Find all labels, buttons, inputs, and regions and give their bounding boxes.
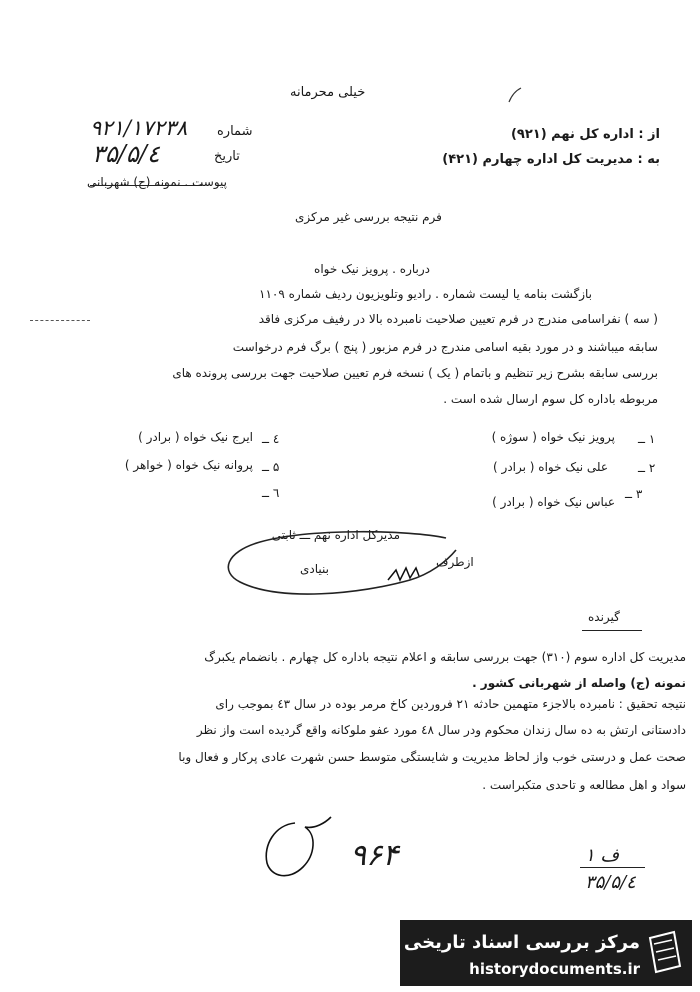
top-pen-mark (505, 86, 525, 106)
body-fill-rule-1 (30, 320, 90, 321)
body-line-1: بازگشت بنامه یا لیست شماره . رادیو وتلویزیون ردیف شماره ۱۱۰۹ (259, 287, 592, 301)
subject-line: درباره . پرویز نیک خواه (314, 262, 430, 276)
number-handwritten: ۹۲۱/۱۷۲۳۸ (90, 116, 188, 140)
corner-note-date: ۳۵/۵/٤ (585, 872, 636, 893)
signature-loop-scribble (220, 520, 460, 610)
result-line-3: صحت عمل و درستی خوب واز لحاظ مدیریت و شایستگی متوسط حسن شهرت عادی پرکار و فعال وبا (178, 750, 686, 764)
relative-5-name: پروانه نیک خواه ( خواهر ) (124, 458, 253, 472)
result-line-1: نتیجه تحقیق : نامبرده بالاجزء متهمین حادثه ۲۱ فروردین کاخ مرمر بوده در سال ٤۳ بموجب رای (215, 697, 686, 711)
signature-behalf: ازطرف (436, 555, 474, 569)
watermark-url: historydocuments.ir (469, 960, 640, 978)
body-line-4: بررسی سابقه بشرح زیر تنظیم و باتمام ( یک ) نسخه فرم تعیین صلاحیت جهت بررسی پرونده های (172, 366, 658, 380)
classification-label: خیلی محرمانه (290, 85, 366, 100)
recipient-underline (582, 630, 642, 631)
relative-1-name: پرویز نیک خواه ( سوژه ) (491, 430, 615, 444)
signature-title: مدیرکل اداره نهم ـــ ثابتی (271, 528, 400, 542)
handwritten-number: ۹۶۴ (350, 838, 399, 873)
body-line-5: مربوطه باداره کل سوم ارسال شده است . (443, 392, 658, 406)
result-line-4: سواد و اهل مطالعه و تاحدی متکبراست . (482, 778, 686, 792)
recipient-label: گیرنده (588, 610, 620, 624)
document-stack-icon (644, 930, 684, 976)
corner-note-line-1: ف ۱ (585, 845, 620, 866)
relative-2-num: ۲ ــ (638, 461, 656, 475)
relative-1-num: ۱ ــ (638, 432, 656, 446)
from-line: از : اداره کل نهم (۹۲۱) (510, 127, 660, 142)
relative-3-num: ۳ ــ (625, 487, 643, 501)
form-title: فرم نتیجه بررسی غیر مرکزی (295, 210, 442, 224)
body-line-2: ( سه ) نفراسامی مندرج در فرم تعیین صلاحیت نامبرده بالا در رفیف مرکزی فاقد (258, 312, 658, 326)
relative-5-num: ۵ ــ (262, 460, 280, 474)
relative-6-num: ٦ ــ (262, 486, 280, 500)
attachment-line: پیوست . نمونه (ج) شهربانی (87, 175, 227, 189)
relative-4-num: ٤ ــ (262, 432, 280, 446)
recipient-line-2: نمونه (ج) واصله از شهربانی کشور . (472, 676, 686, 690)
date-label: تاریخ (214, 149, 240, 164)
to-line: به : مدیریت کل اداره چهارم (۴۲۱) (442, 152, 660, 167)
watermark-title: مرکز بررسی اسناد تاریخی (403, 932, 640, 953)
attachment-strike (90, 185, 202, 186)
corner-note-rule (580, 867, 645, 868)
signature-name: بنیادی (300, 562, 329, 576)
number-label: شماره (217, 124, 253, 139)
relative-3-name: عباس نیک خواه ( برادر ) (492, 495, 615, 509)
relative-4-name: ایرج نیک خواه ( برادر ) (138, 430, 253, 444)
body-line-3: سابقه میباشند و در مورد بقیه اسامی مندرج در فرم مزبور ( پنج ) برگ فرم درخواست (232, 340, 658, 354)
result-line-2: دادستانی ارتش به ده سال زندان محکوم ودر سال ٤۸ مورد عفو ملوکانه واقع گردیده است واز نظر (196, 723, 686, 737)
relative-2-name: علی نیک خواه ( برادر ) (493, 460, 608, 474)
watermark-logo (400, 920, 692, 986)
recipient-line-1: مدیریت کل اداره سوم (۳۱۰) جهت بررسی سابقه و اعلام نتیجه باداره کل چهارم . بانضمام یکبرگ (204, 650, 686, 664)
handwritten-scribble-mark (255, 815, 335, 885)
date-handwritten: ۳۵/۵/٤ (92, 140, 160, 168)
